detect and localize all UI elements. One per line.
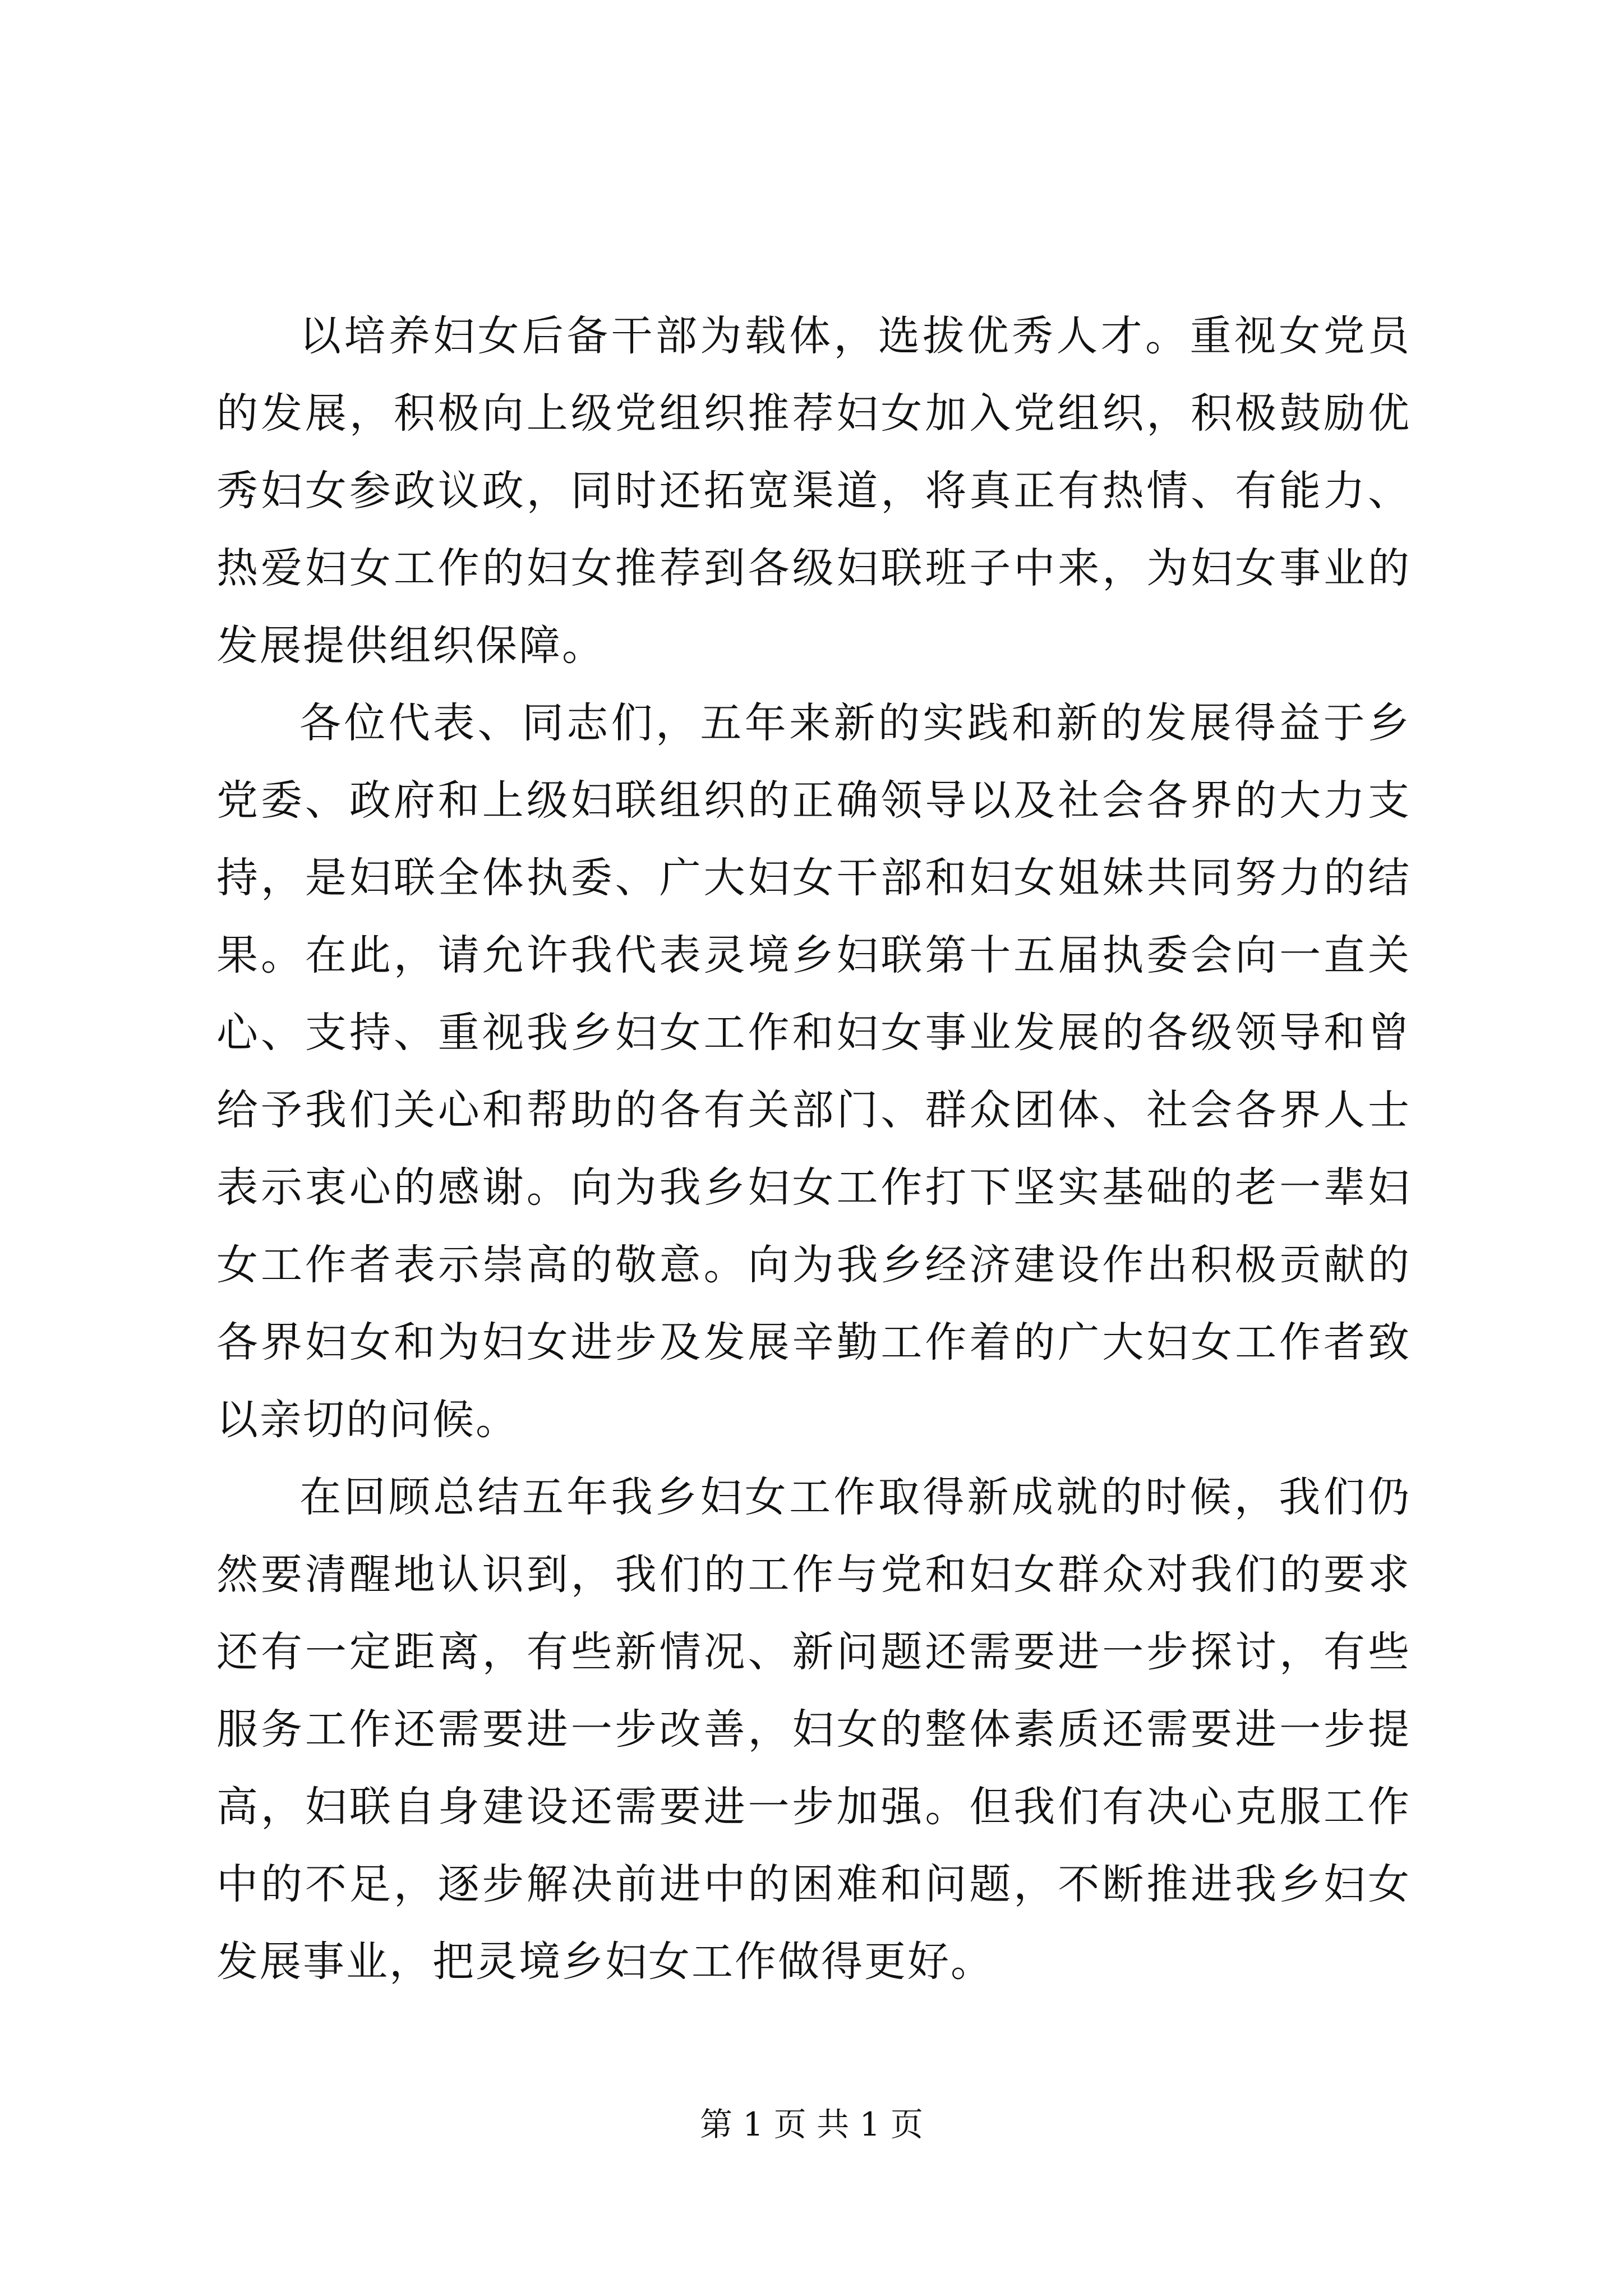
page-footer: 第 1 页 共 1 页 [700, 2105, 923, 2143]
paragraph-1: 以培养妇女后备干部为载体，选拔优秀人才。重视女党员的发展，积极向上级党组织推荐妇女加入党组织，积极鼓励优秀妇女参政议政，同时还拓宽渠道，将真正有热情、有能力、热爱妇女工作的妇女推荐到各级妇联班子中来，为妇女事业的发展提供组织保障。 [216, 312, 1411, 670]
paragraph-3: 在回顾总结五年我乡妇女工作取得新成就的时候，我们仍然要清醒地认识到，我们的工作与党和妇女群众对我们的要求还有一定距离，有些新情况、新问题还需要进一步探讨，有些服务工作还需要进一步改善，妇女的整体素质还需要进一步提高，妇联自身建设还需要进一步加强。但我们有决心克服工作中的不足，逐步解决前进中的困难和问题，不断推进我乡妇女发展事业，把灵境乡妇女工作做得更好。 [216, 1473, 1411, 1986]
paragraph-2: 各位代表、同志们，五年来新的实践和新的发展得益于乡党委、政府和上级妇联组织的正确领导以及社会各界的大力支持，是妇联全体执委、广大妇女干部和妇女姐妹共同努力的结果。在此，请允许我代表灵境乡妇联第十五届执委会向一直关心、支持、重视我乡妇女工作和妇女事业发展的各级领导和曾给予我们关心和帮助的各有关部门、群众团体、社会各界人士表示衷心的感谢。向为我乡妇女工作打下坚实基础的老一辈妇女工作者表示崇高的敬意。向为我乡经济建设作出积极贡献的各界妇女和为妇女进步及发展辛勤工作着的广大妇女工作者致以亲切的问候。 [216, 699, 1411, 1444]
document-body [216, 297, 1411, 2000]
